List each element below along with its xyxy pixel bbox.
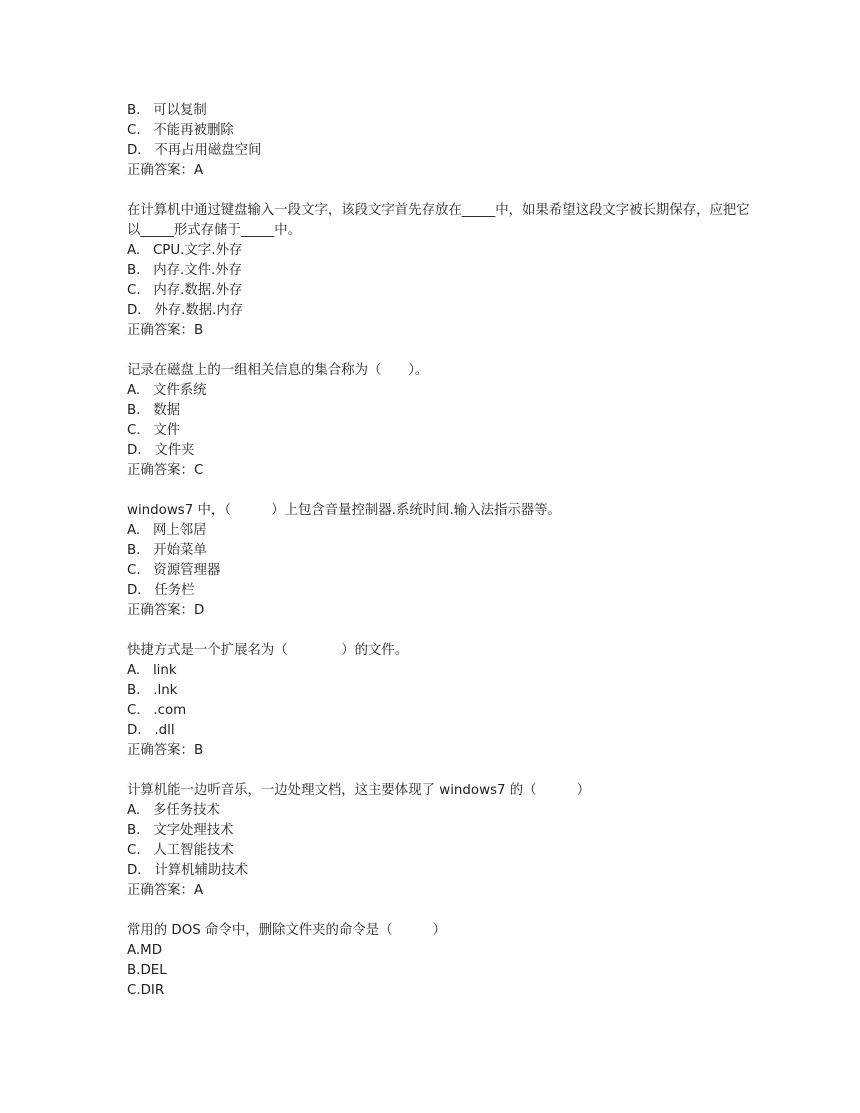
question-stem: 常用的 DOS 命令中，删除文件夹的命令是（ ） [127,923,447,938]
question-block [127,921,757,1001]
question-block [127,201,757,341]
option-a: A. 多任务技术 [127,803,220,818]
option-b: B. 数据 [127,403,180,418]
question-block [127,361,757,481]
option-a: A. link [127,663,177,678]
option-d: D. 文件夹 [127,443,195,458]
option-d: D. 不再占用磁盘空间 [127,143,262,158]
option-a: A. CPU.文字.外存 [127,243,243,258]
document-page [127,101,757,1001]
option-a: A. 文件系统 [127,383,207,398]
answer-line: 正确答案：B [127,743,204,758]
option-d: D. 外存.数据.内存 [127,303,244,318]
option-d: D. 计算机辅助技术 [127,863,249,878]
option-a: A. 网上邻居 [127,523,207,538]
question-stem: 快捷方式是一个扩展名为（ ）的文件。 [127,643,409,658]
option-d: D. 任务栏 [127,583,195,598]
answer-line: 正确答案：A [127,163,204,178]
option-c: C. 文件 [127,423,181,438]
option-b: B. 文字处理技术 [127,823,234,838]
option-b: B. .lnk [127,683,178,698]
question-block [127,501,757,621]
option-c: C. 内存.数据.外存 [127,283,243,298]
question-stem: 记录在磁盘上的一组相关信息的集合称为（ ）。 [127,363,429,378]
option-a: A.MD [127,943,163,958]
answer-line: 正确答案：C [127,463,204,478]
question-block [127,641,757,761]
option-b: B. 内存.文件.外存 [127,263,243,278]
question-stem: 在计算机中通过键盘输入一段文字，该段文字首先存放在_____中，如果希望这段文字被长期保存，应把它以_____形式存储于_____中。 [127,203,750,238]
answer-line: 正确答案：B [127,323,204,338]
question-stem: 计算机能一边听音乐，一边处理文档，这主要体现了 windows7 的（ ） [127,783,591,798]
option-c: C. 资源管理器 [127,563,221,578]
answer-line: 正确答案：A [127,883,204,898]
option-b: B. 可以复制 [127,103,207,118]
option-c: C. 不能再被删除 [127,123,234,138]
question-block [127,101,757,181]
option-c: C.DIR [127,983,165,998]
question-stem: windows7 中，（ ）上包含音量控制器.系统时间.输入法指示器等。 [127,503,561,518]
question-block [127,781,757,901]
option-b: B. 开始菜单 [127,543,207,558]
option-b: B.DEL [127,963,167,978]
answer-line: 正确答案：D [127,603,205,618]
option-d: D. .dll [127,723,175,738]
option-c: C. .com [127,703,187,718]
option-c: C. 人工智能技术 [127,843,234,858]
